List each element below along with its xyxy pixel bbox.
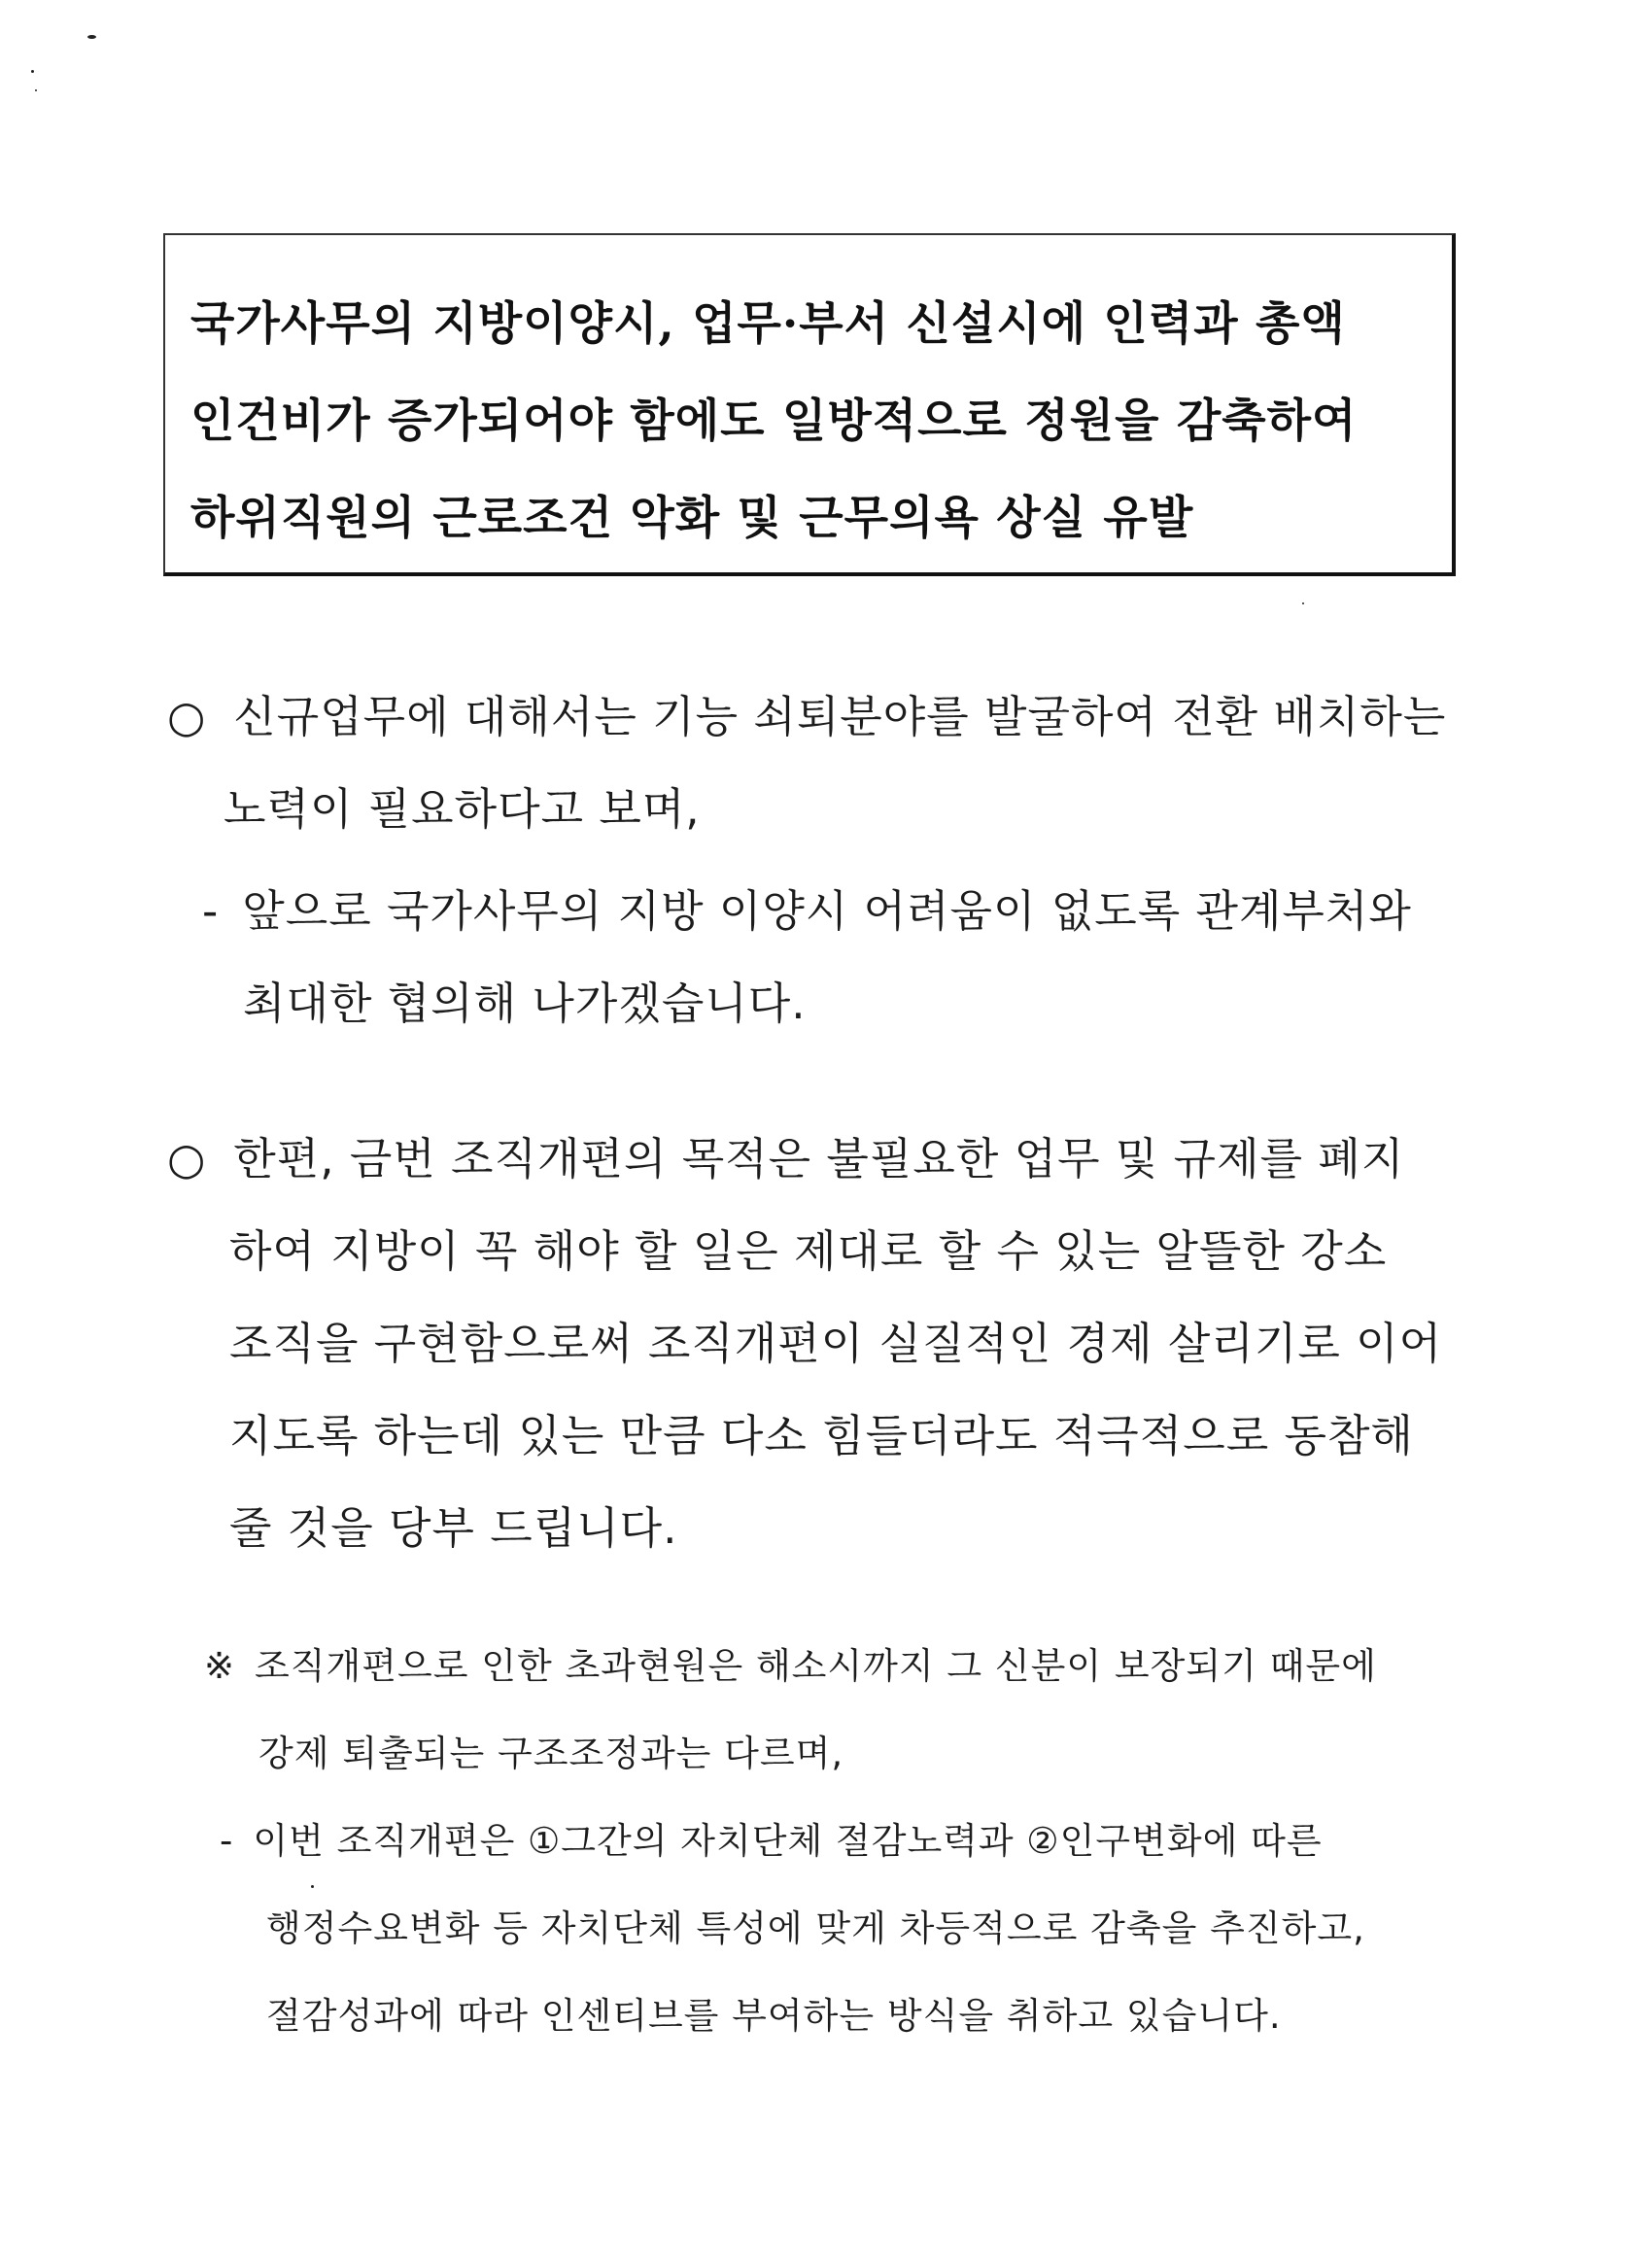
section2-line-3: [167, 1297, 1442, 1390]
dash-bullet-icon: -: [220, 1820, 234, 1862]
note-text-2: 강제 퇴출되는 구조조정과는 다르며,: [258, 1733, 844, 1774]
section1-sub-text-1: 앞으로 국가사무의 지방 이양시 어려움이 없도록 관계부처와: [242, 885, 1412, 937]
reference-mark-icon: ※: [204, 1645, 236, 1687]
section1-sub-line-1: [202, 865, 1412, 957]
note-sub-text-3: 절감성과에 따라 인센티브를 부여하는 방식을 취하고 있습니다.: [266, 1995, 1282, 2037]
circle-bullet-icon: ○: [167, 691, 207, 742]
dash-bullet-icon: -: [202, 885, 220, 937]
note-sub-text-1: 이번 조직개편은 ①그간의 자치단체 절감노력과 ②인구변화에 따른: [253, 1820, 1323, 1862]
section1-sub-text-2: 최대한 협의해 나가겠습니다.: [243, 978, 807, 1029]
section2-text-3: 조직을 구현함으로써 조직개편이 실질적인 경제 살리기로 이어: [229, 1318, 1443, 1369]
section2-line-5: [167, 1482, 1442, 1574]
section2-text-5: 줄 것을 당부 드립니다.: [229, 1502, 678, 1554]
section2-text-4: 지도록 하는데 있는 만큼 다소 힘들더라도 적극적으로 동참해: [229, 1410, 1414, 1461]
note-sub-line-1: [220, 1798, 1365, 1885]
section2-paragraph: [167, 1113, 1442, 1574]
section2-line-4: [167, 1390, 1442, 1482]
title-line-1: 국가사무의 지방이양시, 업무·부서 신설시에 인력과 총액: [190, 297, 1346, 351]
section1-text-1: 신규업무에 대해서는 기능 쇠퇴분야를 발굴하여 전환 배치하는: [233, 691, 1447, 742]
scan-speck: [1302, 602, 1304, 604]
note-line-2: [204, 1710, 1377, 1798]
note-sub-line-2: [220, 1885, 1365, 1973]
title-box: [163, 233, 1456, 576]
note-text-1: 조직개편으로 인한 초과현원은 해소시까지 그 신분이 보장되기 때문에: [255, 1645, 1377, 1687]
section2-text-1: 한편, 금번 조직개편의 목적은 불필요한 업무 및 규제를 폐지: [233, 1133, 1405, 1185]
note-paragraph: [204, 1623, 1377, 1798]
section1-sub-line-2: [202, 957, 1412, 1049]
section1-line-2: [167, 763, 1446, 855]
note-sub-line-3: [220, 1973, 1365, 2060]
section2-line-2: [167, 1205, 1442, 1297]
title-line-3: 하위직원의 근로조건 악화 및 근무의욕 상실 유발: [190, 492, 1194, 545]
note-sub-paragraph: [220, 1798, 1365, 2060]
scan-speck: [35, 89, 37, 91]
section2-line-1: [167, 1113, 1442, 1205]
scan-speck: [87, 35, 96, 39]
circle-bullet-icon: ○: [167, 1133, 207, 1185]
title-line-2: 인건비가 증가되어야 함에도 일방적으로 정원을 감축하여: [190, 395, 1358, 448]
section2-text-2: 하여 지방이 꼭 해야 할 일은 제대로 할 수 있는 알뜰한 강소: [229, 1225, 1388, 1277]
section1-sub-paragraph: [202, 865, 1412, 1049]
section1-paragraph: [167, 670, 1446, 855]
scan-speck: [31, 70, 34, 73]
note-line-1: [204, 1623, 1377, 1710]
note-sub-text-2: 행정수요변화 등 자치단체 특성에 맞게 차등적으로 감축을 추진하고,: [266, 1907, 1365, 1949]
section1-line-1: [167, 670, 1446, 763]
section1-text-2: 노력이 필요하다고 보며,: [224, 783, 701, 835]
